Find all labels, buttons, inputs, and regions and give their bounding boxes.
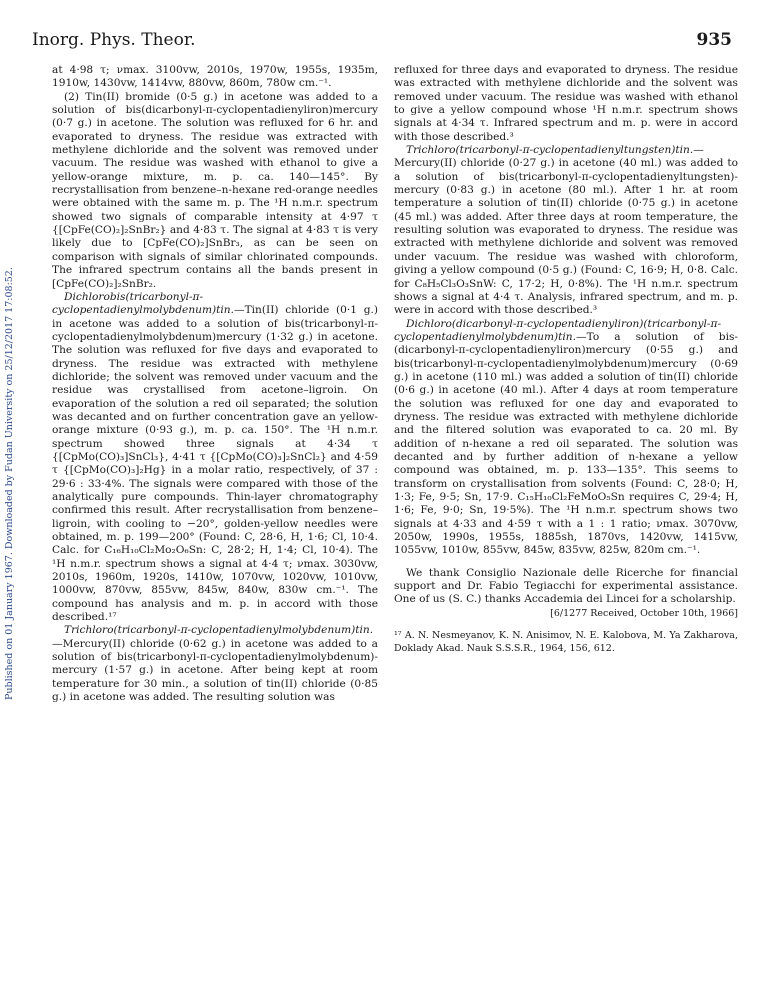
paragraph: [394, 318, 738, 558]
right-column: [394, 64, 738, 655]
compound-heading: Trichloro(tricarbonyl-π-cyclopentadienylmolybdenum)tin.: [64, 624, 374, 637]
paragraph-text: (2) Tin(II) bromide (0·5 g.) in acetone was added to a solution of bis(dicarbonyl-π-cyclopentadienyliron)mercury (0·7 g.) in acetone. The solution was refluxed for 6 hr. and evaporated to dryness. The residue was extracted with methylene dichloride and the solvent was removed under vacuum. The residue was washed with ethanol to give a yellow-orange mixture, m. p. ca. 140—145°. By recrystallisation from benzene–n-hexane red-orange needles were obtained with the same m. p. The ¹H n.m.r. spectrum showed two signals of comparable intensity at 4·97 τ {[CpFe(CO)₂]₂SnBr₂} and 4·83 τ. The signal at 4·83 τ is very likely due to [CpFe(CO)₂]SnBr₃, as can be seen on comparison with signals of similar chlorinated compounds. The infrared spectrum contains all the bands present in [CpFe(CO)₂]₂SnBr₂.: [52, 90, 378, 290]
paragraph-text: at 4·98 τ; νmax. 3100vw, 2010s, 1970w, 1955s, 1935m, 1910w, 1430vw, 1414vw, 880vw, 860m, 780w cm.⁻¹.: [52, 64, 378, 90]
page-number: 935: [696, 30, 732, 50]
paragraph-text: refluxed for three days and evaporated to dryness. The residue was extracted with methylene dichloride and the solvent was removed under vacuum. The residue was washed with ethanol to give a yellow compound whose ¹H n.m.r. spectrum shows signals at 4·34 τ. Infrared spectrum and m. p. were in accord with those described.³: [394, 64, 738, 143]
running-header-journal: Inorg. Phys. Theor.: [32, 30, 196, 50]
paragraph: [394, 64, 738, 144]
paragraph-text: —Mercury(II) chloride (0·62 g.) in acetone was added to a solution of bis(tricarbonyl-π-cyclopentadienylmolybdenum)-mercury (1·57 g.) in acetone. After being kept at room temperature for 30 min., a solution of tin(II) chloride (0·85 g.) in acetone was added. The resulting solution was: [52, 637, 378, 704]
compound-heading: Trichloro(tricarbonyl-π-cyclopentadienyltungsten)tin.: [406, 144, 694, 157]
paragraph: [394, 144, 738, 317]
received-date: [6/1277 Received, October 10th, 1966]: [550, 607, 738, 619]
compound-heading: Dichloro(dicarbonyl-π-cyclopentadienyliron)(tricarbonyl-π-cyclopentadienylmolybdenum)tin.: [394, 317, 722, 343]
download-watermark: Published on 01 January 1967. Downloaded by Fudan University on 25/12/2017 17:08:52.: [4, 267, 15, 700]
paragraph-text: —Mercury(II) chloride (0·27 g.) in acetone (40 ml.) was added to a solution of bis(tricarbonyl-π-cyclopentadienyltungsten)-mercury (0·83 g.) in acetone (80 ml.). After 1 hr. at room temperature a solution of tin(II) chloride (0·75 g.) in acetone (45 ml.) was added. After three days at room temperature, the resulting solution was evaporated to dryness. The residue was extracted with methylene dichloride and solvent was removed under vacuum. The residue was washed with chloroform, giving a yellow compound (0·5 g.) (Found: C, 16·9; H, 0·8. Calc. for C₈H₅Cl₃O₃SnW: C, 17·2; H, 0·8%). The ¹H n.m.r. spectrum shows a signal at 4·4 τ. Analysis, infrared spectrum, and m. p. were in accord with those described.³: [394, 144, 738, 317]
paragraph-text: —To a solution of bis-(dicarbonyl-π-cyclopentadienyliron)mercury (0·55 g.) and bis(tricarbonyl-π-cyclopentadienylmolybdenum)mercury (0·69 g.) in acetone (110 ml.) was added a solution of tin(II) chloride (0·6 g.) in acetone (40 ml.). After 4 days at room temperature the solution was refluxed for one day and evaporated to dryness. The residue was extracted with methylene dichloride and the filtered solution was evaporated to ca. 20 ml. By addition of n-hexane a red oil separated. The solution was decanted and by further addition of n-hexane a yellow compound was obtained, m. p. 133—135°. This seems to transform on crystallisation from solvents (Found: C, 28·0; H, 1·3; Fe, 9·5; Sn, 17·9. C₁₅H₁₀Cl₂FeMoO₅Sn requires C, 29·4; H, 1·6; Fe, 9·0; Sn, 19·5%). The ¹H n.m.r. spectrum shows two signals at 4·33 and 4·59 τ with a 1 : 1 ratio; νmax. 3070vw, 2050w, 1990s, 1955s, 1885sh, 1870vs, 1420vw, 1415vw, 1055vw, 1010w, 855vw, 845w, 835vw, 825w, 820m cm.⁻¹.: [394, 330, 738, 557]
acknowledgement: We thank Consiglio Nazionale delle Ricerche for financial support and Dr. Fabio Tegiacchi for experimental assistance. One of us (S. C.) thanks Accademia dei Lincei for a scholarship.: [394, 566, 738, 606]
paragraph: [52, 64, 378, 91]
paragraph: [52, 91, 378, 291]
paragraph-text: —Tin(II) chloride (0·1 g.) in acetone was added to a solution of bis(tricarbonyl-π-cyclopentadienylmolybdenum)mercury (1·32 g.) in acetone. The solution was refluxed for five days and evaporated to dryness. The residue was extracted with methylene dichloride; the solvent was removed under vacuum and the residue was crystallised from acetone–ligroin. On evaporation of the solution a red oil separated; the solution was decanted and on further concentration gave an yellow-orange mixture (0·93 g.), m. p. ca. 150°. The ¹H n.m.r. spectrum showed three signals at 4·34 τ {[CpMo(CO)₃]SnCl₃}, 4·41 τ {[CpMo(CO)₃]₂SnCl₂} and 4·59 τ {[CpMo(CO)₃]₂Hg} in a molar ratio, respectively, of 37 : 29·6 : 33·4%. The signals were compared with those of the analytically pure compounds. Thin-layer chromatography confirmed this result. After recrystallisation from benzene–ligroin, with cooling to −20°, golden-yellow needles were obtained, m. p. 199—200° (Found: C, 28·6, H, 1·6; Cl, 10·4. Calc. for C₁₆H₁₀Cl₂Mo₂O₆Sn: C, 28·2; H, 1·4; Cl, 10·4). The ¹H n.m.r. spectrum shows a signal at 4·4 τ; νmax. 3030vw, 2010s, 1960m, 1920s, 1410w, 1070vw, 1020vw, 1010vw, 1000vw, 870vw, 855vw, 845w, 840w, 830w cm.⁻¹. The compound has analysis and m. p. in accord with those described.¹⁷: [52, 304, 378, 624]
compound-heading: Dichlorobis(tricarbonyl-π-cyclopentadienylmolybdenum)tin.: [52, 290, 234, 317]
left-column: [52, 64, 378, 705]
paragraph: [52, 624, 378, 704]
paragraph: [52, 291, 378, 625]
footnote-reference: ¹⁷ A. N. Nesmeyanov, K. N. Anisimov, N. E. Kalobova, M. Ya Zakharova, Doklady Akad. Nauk S.S.S.R., 1964, 156, 612.: [394, 630, 738, 654]
